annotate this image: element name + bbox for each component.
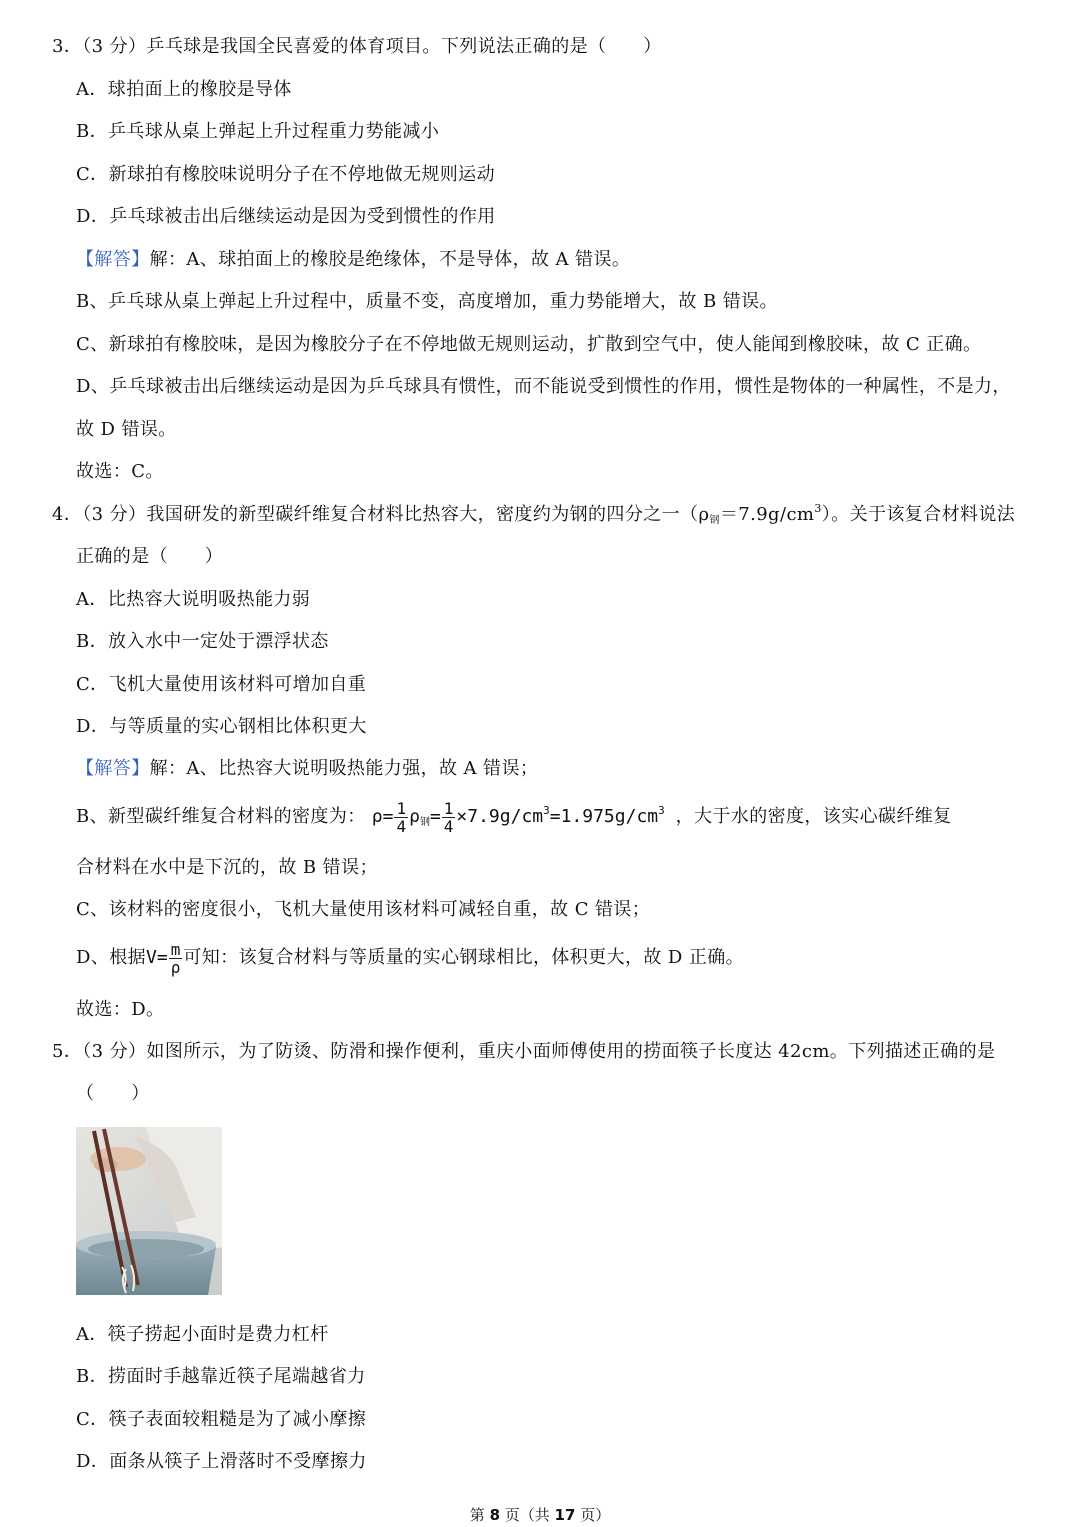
q4-answer-b: B、新型碳纤维复合材料的密度为： ρ= $\frac{1}{4}$ $\rho_钢=$ $\frac{1}{4}$ $\times 7.9g/cm^3=1.975g/cm^3$ ，大于水的密度，该实心碳纤维复 [76,798,952,836]
q3-option-d: D．乒乓球被击出后继续运动是因为受到惯性的作用 [76,206,496,227]
q4-option-b: B．放入水中一定处于漂浮状态 [76,631,329,652]
q4-option-d: D．与等质量的实心钢相比体积更大 [76,716,367,737]
q3-choice: 故选：C。 [76,461,164,482]
q5-option-c: C．筷子表面较粗糙是为了减小摩擦 [76,1409,367,1430]
answer-tag: 【解答】 [76,758,150,779]
q3-answer-line-2: B、乒乓球从桌上弹起上升过程中，质量不变，高度增加，重力势能增大，故 B 错误。 [76,291,778,312]
page-total: 17 [554,1506,576,1524]
q4-stem: 4．（3 分）我国研发的新型碳纤维复合材料比热容大，密度约为钢的四分之一$(\rho_钢=7.9g/cm^3)$。关于该复合材料说法 [52,502,1016,526]
q3-option-c: C．新球拍有橡胶味说明分子在不停地做无规则运动 [76,164,495,185]
q4-choice: 故选：D。 [76,999,165,1020]
q5-option-b: B．捞面时手越靠近筷子尾端越省力 [76,1366,366,1387]
q5-option-a: A．筷子捞起小面时是费力杠杆 [76,1324,329,1345]
density-formula: ρ= $\frac{1}{4}$ $\rho_钢=$ $\frac{1}{4}$ $\times 7.9g/cm^3=1.975g/cm^3$ [371,798,665,836]
q3-option-a: A．球拍面上的橡胶是导体 [76,79,292,100]
q3-answer-line-3: C、新球拍有橡胶味，是因为橡胶分子在不停地做无规则运动，扩散到空气中，使人能闻到橡胶味，故 C 正确。 [76,334,982,355]
q4-option-a: A．比热容大说明吸热能力弱 [76,589,311,610]
q3-answer-line-1: 【解答】解：A、球拍面上的橡胶是绝缘体，不是导体，故 A 错误。 [76,249,631,270]
q5-stem: 5．（3 分）如图所示，为了防烫、防滑和操作便利，重庆小面师傅使用的捞面筷子长度达 42cm。下列描述正确的是 [52,1041,996,1062]
q3-answer-line-5: 故 D 错误。 [76,419,177,440]
page-number: 8 [489,1506,500,1524]
q5-stem-line-2: （ ） [76,1083,150,1104]
page-footer: 第 8 页（共 17 页） [469,1506,611,1524]
q4-option-c: C．飞机大量使用该材料可增加自重 [76,674,367,695]
q4-answer-b-line-2: 合材料在水中是下沉的，故 B 错误； [76,857,378,878]
q4-stem-line-2: 正确的是（ ） [76,546,224,567]
q5-option-d: D．面条从筷子上滑落时不受摩擦力 [76,1451,367,1472]
volume-formula: V= $\frac{m}{\rho}$ [146,939,181,977]
q3-option-b: B．乒乓球从桌上弹起上升过程重力势能减小 [76,121,440,142]
q3-stem: 3．（3 分）乒乓球是我国全民喜爱的体育项目。下列说法正确的是（ ） [52,36,662,57]
q3-answer-line-4: D、乒乓球被击出后继续运动是因为乒乓球具有惯性，而不能说受到惯性的作用，惯性是物体的一种属性，不是力， [76,376,1011,397]
q4-answer-d: D、根据V= $\frac{m}{\rho}$ 可知：该复合材料与等质量的实心钢球相比，体积更大，故 D 正确。 [76,939,745,977]
q4-answer-c: C、该材料的密度很小，飞机大量使用该材料可减轻自重，故 C 错误； [76,899,651,920]
q4-answer-a: 【解答】解：A、比热容大说明吸热能力强，故 A 错误； [76,758,539,779]
answer-tag: 【解答】 [76,249,150,270]
chopsticks-noodle-photo [76,1127,222,1295]
